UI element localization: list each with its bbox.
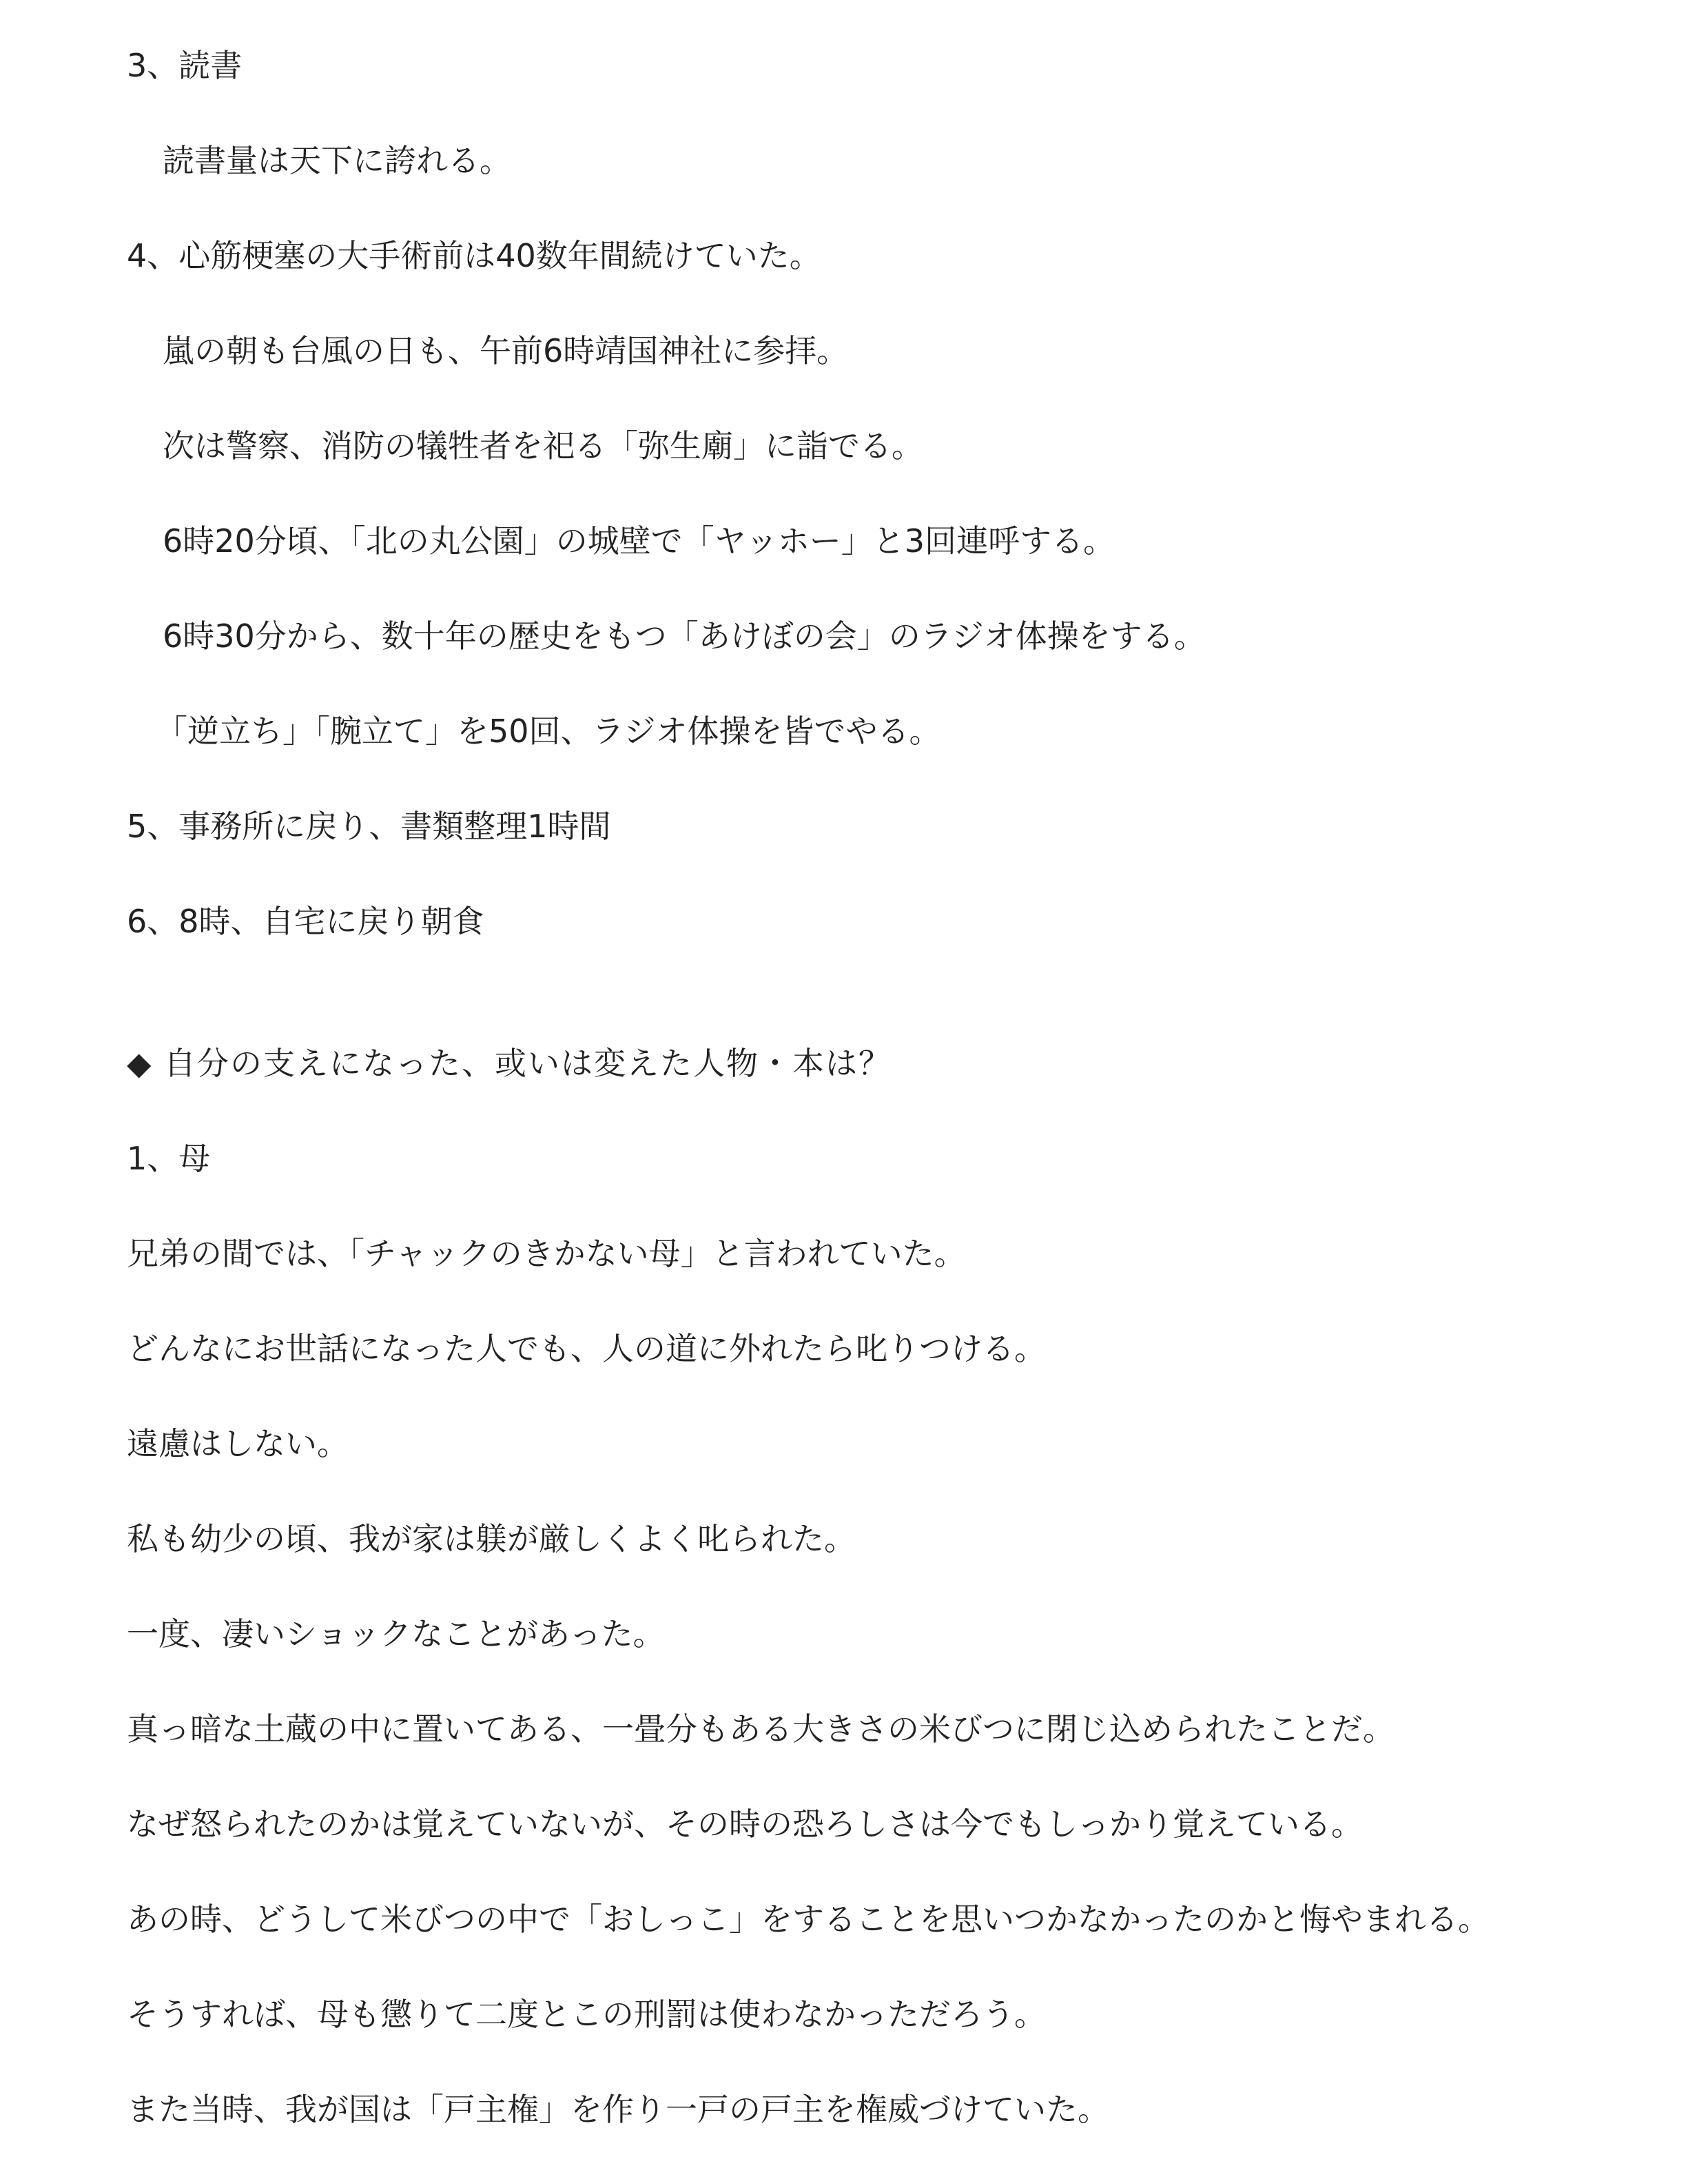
paragraph-line: 「逆立ち」「腕立て」を50回、ラジオ体操を皆でやる。 <box>156 713 941 750</box>
paragraph-line: 次は警察、消防の犠牲者を祀る「弥生廟」に詣でる。 <box>163 427 923 464</box>
paragraph-line: 兄弟の間では、「チャックのきかない母」と言われていた。 <box>127 1235 966 1272</box>
section-6-heading: 6、8時、自宅に戻り朝食 <box>127 903 484 940</box>
paragraph-line: 遠慮はしない。 <box>127 1425 349 1462</box>
paragraph-line: 嵐の朝も台風の日も、午前6時靖国神社に参拝。 <box>163 332 849 369</box>
paragraph-line: あの時、どうして米びつの中で「おしっこ」をすることを思いつかなかったのかと悔やまれる。 <box>127 1901 1490 1938</box>
paragraph-line: なぜ怒られたのかは覚えていないが、その時の恐ろしさは今でもしっかり覚えている。 <box>127 1805 1363 1843</box>
paragraph-line: 6時30分から、数十年の歴史をもつ「あけぼの会」のラジオ体操をする。 <box>163 617 1206 655</box>
paragraph-line: 私も幼少の頃、我が家は躾が厳しくよく叱られた。 <box>127 1520 856 1557</box>
section-3-heading: 3、読書 <box>127 47 243 84</box>
paragraph-line: 読書量は天下に誇れる。 <box>163 142 511 179</box>
subsection-1-heading: 1、母 <box>127 1140 211 1177</box>
paragraph-line: 真っ暗な土蔵の中に置いてある、一畳分もある大きさの米びつに閉じ込められたことだ。 <box>127 1710 1395 1748</box>
paragraph-line: どんなにお世話になった人でも、人の道に外れたら叱りつける。 <box>127 1330 1046 1367</box>
paragraph-line: 一度、凄いショックなことがあった。 <box>127 1615 665 1653</box>
section-4-heading: 4、心筋梗塞の大手術前は40数年間続けていた。 <box>127 237 821 274</box>
paragraph-line: 6時20分頃、「北の丸公園」の城壁で「ヤッホー」と3回連呼する。 <box>163 522 1115 560</box>
paragraph-line: また当時、我が国は「戸主権」を作り一戸の戸主を権威づけていた。 <box>127 2091 1109 2128</box>
topic-heading: ◆ 自分の支えになった、或いは変えた人物・本は？ <box>127 1045 892 1082</box>
section-5-heading: 5、事務所に戻り、書類整理1時間 <box>127 808 611 845</box>
paragraph-line: そうすれば、母も懲りて二度とこの刑罰は使わなかっただろう。 <box>127 1996 1046 2033</box>
